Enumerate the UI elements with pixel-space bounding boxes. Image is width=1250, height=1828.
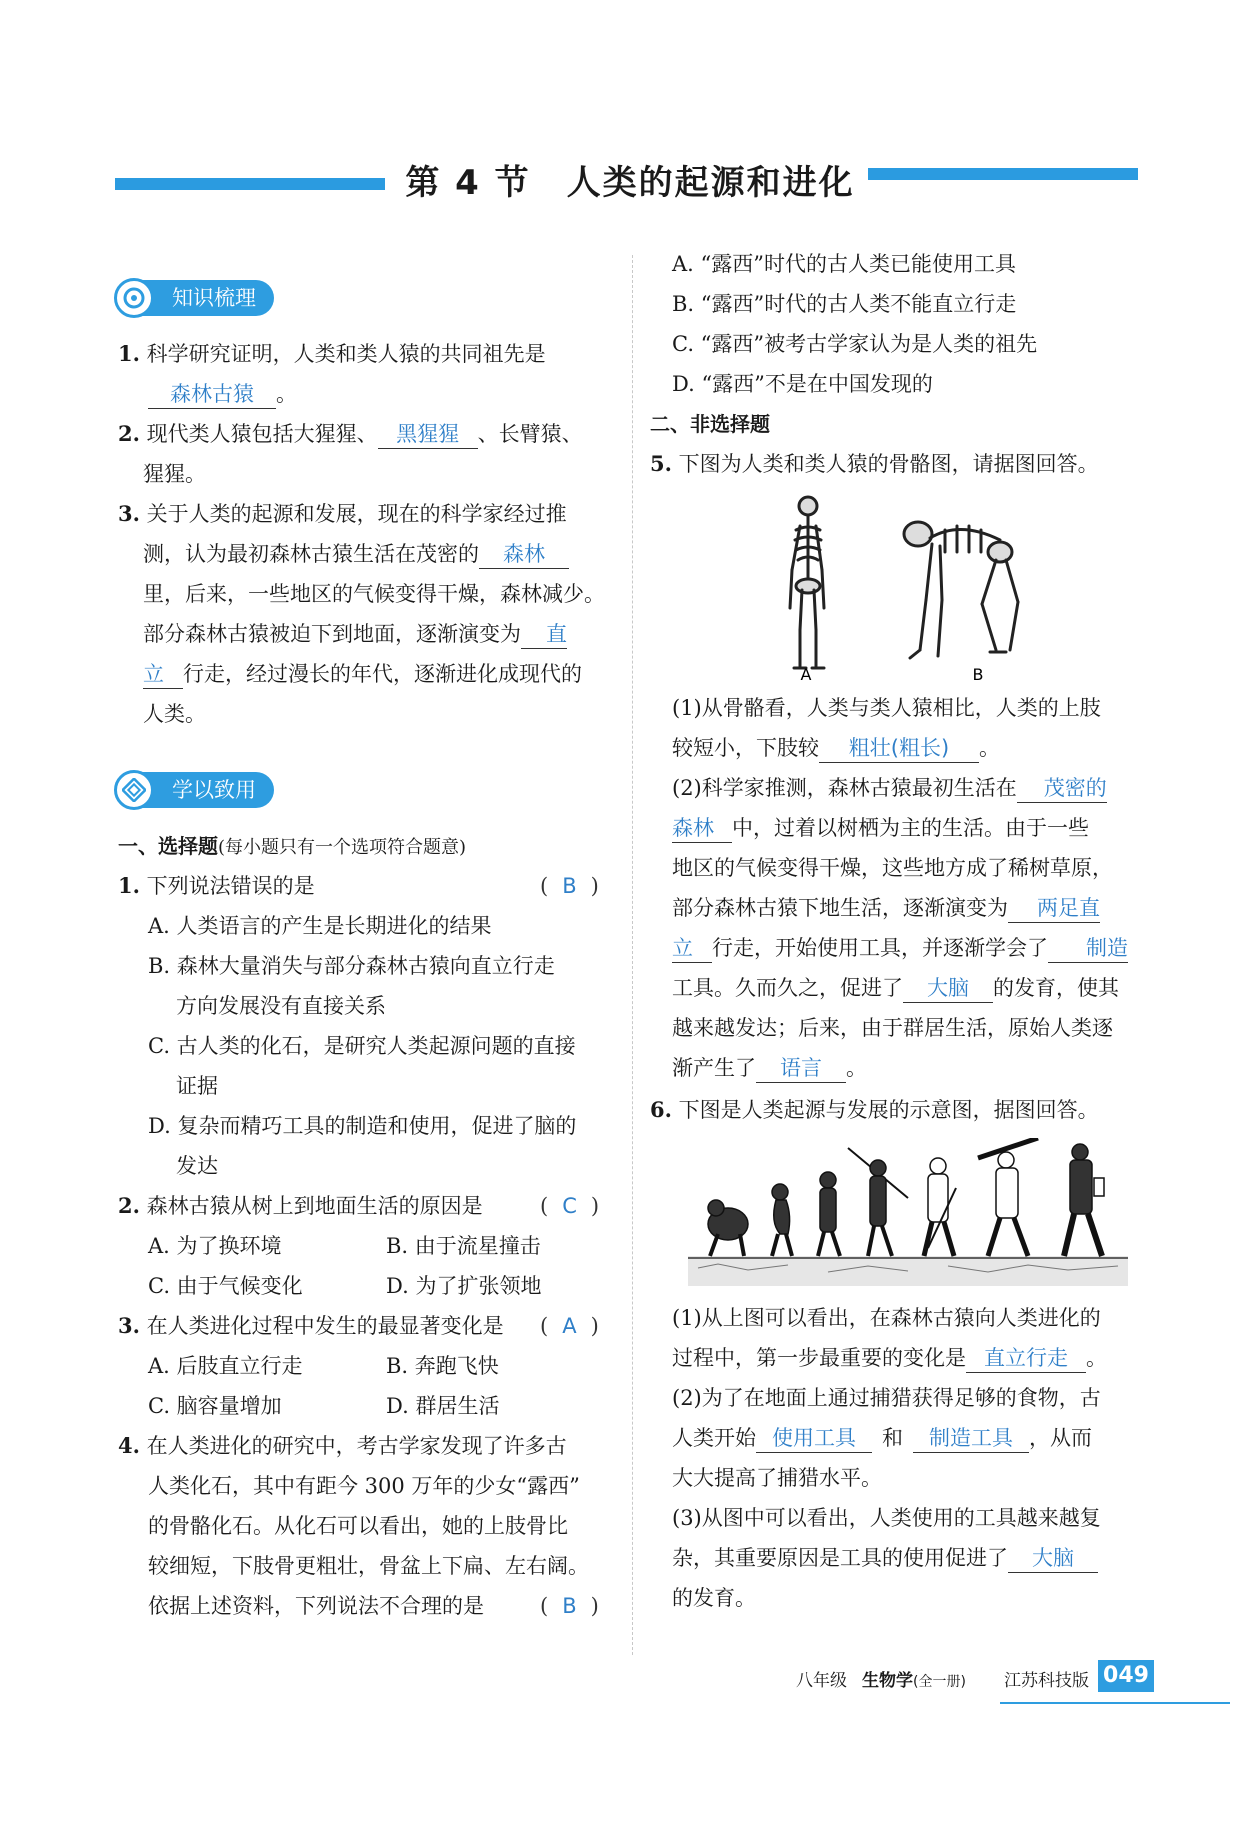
apply-q1-option-d1: D. 复杂而精巧工具的制造和使用，促进了脑的: [148, 1114, 577, 1138]
q-text: 渐产生了: [672, 1056, 756, 1080]
apply-q3-option-d: D. 群居生活: [386, 1394, 500, 1418]
apply-q2-answer: ( C ): [540, 1194, 600, 1218]
q-text: 关于人类的起源和发展，现在的科学家经过推: [146, 502, 567, 526]
apply-q6-p2-line3: 大大提高了捕猎水平。: [672, 1466, 882, 1490]
title-bar-right: [868, 168, 1138, 180]
q-number: 6.: [650, 1097, 672, 1122]
apply-q4-option-b: B. “露西”时代的古人类不能直立行走: [672, 292, 1017, 316]
q-number: 4.: [118, 1433, 140, 1458]
target-icon: [114, 278, 154, 318]
apply-q4-line3: 的骨骼化石。从化石可以看出，她的上肢骨比: [148, 1514, 568, 1538]
footer-rule: [1000, 1702, 1230, 1704]
knowledge-q3-line2: [143, 534, 569, 574]
q-text: 、长臂猿、: [477, 422, 583, 446]
knowledge-q1-line1: [118, 334, 546, 374]
q-text: 。: [276, 382, 297, 406]
answer-blank: 茂密的: [1017, 774, 1107, 803]
q-text: (2)科学家推测，森林古猿最初生活在: [672, 776, 1017, 800]
knowledge-q3-line3: 里，后来，一些地区的气候变得干燥，森林减少。: [143, 582, 605, 606]
q-number: 1.: [118, 873, 140, 898]
apply-q6-p1-line2: [672, 1338, 1107, 1378]
apply-q4-line4: 较细短，下肢骨更粗壮，骨盆上下扁、左右阔。: [148, 1554, 589, 1578]
toolmaker-icon: [930, 1158, 946, 1174]
evolution-figure: [688, 1138, 1128, 1288]
answer-blank: 制造工具: [913, 1424, 1029, 1453]
q-text: 人类开始: [672, 1426, 756, 1450]
apply-badge-label: 学以致用: [118, 772, 274, 808]
apply-q1-option-d2: 发达: [176, 1154, 218, 1178]
skeleton-figure: [760, 490, 1050, 680]
answer-blank: 森林: [479, 540, 569, 569]
apply-q3-answer: ( A ): [540, 1314, 599, 1338]
choice-answer: B: [562, 1594, 577, 1618]
apply-q5-p2-line5: [672, 928, 1128, 968]
q-number: 2.: [118, 1193, 140, 1218]
answer-blank: 粗壮(粗长): [819, 734, 979, 763]
footer-publisher: 江苏科技版: [1004, 1671, 1089, 1691]
knowledge-q3-line1: [118, 494, 567, 534]
answer-blank: 制造: [1048, 934, 1128, 963]
q-text: ，从而: [1029, 1426, 1092, 1450]
apply-q4-option-c: C. “露西”被考古学家认为是人类的祖先: [672, 332, 1038, 356]
footer-volume: (全一册): [913, 1674, 966, 1690]
apply-q5-stem: [650, 444, 1099, 484]
title-bar-left: [115, 178, 385, 190]
answer-blank: 立: [143, 660, 183, 689]
q-text: 在人类进化过程中发生的最显著变化是: [146, 1314, 504, 1338]
section-note: (每小题只有一个选项符合题意): [218, 837, 467, 858]
apply-q1-option-b1: B. 森林大量消失与部分森林古猿向直立行走: [148, 954, 555, 978]
answer-blank: 两足直: [1008, 894, 1100, 923]
apply-q6-p3-line3: 的发育。: [672, 1586, 756, 1610]
q-text: 较短小，下肢较: [672, 736, 819, 760]
modern-human-icon: [1072, 1144, 1088, 1160]
choice-answer: C: [562, 1194, 577, 1218]
q-text: 测，认为最初森林古猿生活在茂密的: [143, 542, 479, 566]
knowledge-q3-line6: 人类。: [143, 702, 206, 726]
q-text: 过程中，第一步最重要的变化是: [672, 1346, 966, 1370]
knowledge-badge-label: 知识梳理: [118, 280, 274, 316]
worker-icon: [998, 1152, 1014, 1168]
apply-q4-answer: ( B ): [540, 1594, 599, 1618]
knowledge-q3-line4: [143, 614, 567, 654]
apply-q3-option-b: B. 奔跑飞快: [386, 1354, 499, 1378]
q-text: 下图是人类起源与发展的示意图，据图回答。: [678, 1098, 1099, 1122]
section-heading: 一、选择题: [118, 834, 218, 858]
apply-badge: [118, 772, 274, 808]
apply-q6-p2-line2: [672, 1418, 1092, 1458]
answer-blank: 直立行走: [966, 1344, 1086, 1373]
footer-subject: [862, 1666, 966, 1691]
column-divider: [632, 255, 633, 1655]
figure-label-b: B: [972, 665, 984, 680]
apply-q1-option-b2: 方向发展没有直接关系: [176, 994, 386, 1018]
q-text: 杂，其重要原因是工具的使用促进了: [672, 1546, 1008, 1570]
page-number: 049: [1098, 1660, 1154, 1692]
q-text: 森林古猿从树上到地面生活的原因是: [146, 1194, 483, 1218]
section-number: 第 4 节: [405, 163, 531, 203]
apply-q1-answer: ( B ): [540, 874, 599, 898]
footer-grade: 八年级: [796, 1671, 847, 1691]
figure-label-a: A: [800, 665, 812, 680]
apply-q5-p2-line6: [672, 968, 1119, 1008]
q-text: 和: [882, 1426, 903, 1450]
apply-q6-p1-line1: (1)从上图可以看出，在森林古猿向人类进化的: [672, 1306, 1101, 1330]
spear-hunter-icon: [870, 1160, 886, 1176]
q-number: 3.: [118, 1313, 140, 1338]
q-text: 科学研究证明，人类和类人猿的共同祖先是: [146, 342, 546, 366]
human-skeleton-icon: [790, 497, 824, 668]
answer-blank: 立: [672, 934, 712, 963]
apply-q2-option-d: D. 为了扩张领地: [386, 1274, 542, 1298]
apply-q2-option-c: C. 由于气候变化: [148, 1274, 303, 1298]
section-name: 人类的起源和进化: [566, 163, 855, 203]
knowledge-q2-line1: [118, 414, 583, 454]
page-title: [390, 155, 870, 204]
section-nonchoice-heading: 二、非选择题: [650, 412, 770, 436]
answer-blank: 森林: [672, 814, 732, 843]
choice-answer: A: [562, 1314, 577, 1338]
answer-blank: 直: [521, 620, 567, 649]
apply-q4-line1: [118, 1426, 567, 1466]
apply-q1-option-c2: 证据: [176, 1074, 218, 1098]
q-text: 的发育，使其: [993, 976, 1119, 1000]
q-text: 现代类人猿包括大猩猩、: [146, 422, 378, 446]
answer-blank: 大脑: [1008, 1544, 1098, 1573]
apply-q3-stem: [118, 1306, 504, 1346]
apply-q4-option-d: D. “露西”不是在中国发现的: [672, 372, 933, 396]
apply-q5-p1-line1: (1)从骨骼看，人类与类人猿相比，人类的上肢: [672, 696, 1101, 720]
knowledge-q1-line2: [148, 374, 297, 414]
apply-q5-p2-line2: [672, 808, 1089, 848]
q-text: 。: [979, 736, 1000, 760]
apply-q6-p3-line1: (3)从图中可以看出，人类使用的工具越来越复: [672, 1506, 1101, 1530]
q-text: 。: [1086, 1346, 1107, 1370]
apply-q1-option-c1: C. 古人类的化石，是研究人类起源问题的直接: [148, 1034, 576, 1058]
hominid-icon: [820, 1172, 836, 1188]
apply-q4-line5: 依据上述资料，下列说法不合理的是: [148, 1594, 484, 1618]
apply-q5-p2-line3: 地区的气候变得干燥，这些地方成了稀树草原，: [672, 856, 1113, 880]
q-text: 下图为人类和类人猿的骨骼图，请据图回答。: [678, 452, 1099, 476]
apply-q5-p2-line4: [672, 888, 1100, 928]
apply-q3-option-a: A. 后肢直立行走: [148, 1354, 303, 1378]
layers-icon: [114, 770, 154, 810]
apply-q4-line2: 人类化石，其中有距今 300 万年的少女“露西”: [148, 1474, 580, 1498]
knowledge-q2-line2: 猩猩。: [143, 462, 206, 486]
q-number: 3.: [118, 501, 140, 526]
apply-q5-p2-line1: [672, 768, 1107, 808]
ape-skeleton-icon: [904, 522, 1018, 658]
q-text: 下列说法错误的是: [146, 874, 315, 898]
q-text: 中，过着以树栖为主的生活。由于一些: [732, 816, 1089, 840]
q-text: 行走，经过漫长的年代，逐渐进化成现代的: [183, 662, 582, 686]
knowledge-badge: [118, 280, 274, 316]
answer-blank: 使用工具: [756, 1424, 872, 1453]
q-text: 行走，开始使用工具，并逐渐学会了: [712, 936, 1048, 960]
apply-q6-stem: [650, 1090, 1099, 1130]
apply-q5-p2-line8: [672, 1048, 867, 1088]
q-text: 工具。久而久之，促进了: [672, 976, 903, 1000]
answer-blank: 黑猩猩: [378, 420, 478, 449]
early-hominid-icon: [772, 1184, 788, 1200]
apply-q6-p2-line1: (2)为了在地面上通过捕猎获得足够的食物，古: [672, 1386, 1101, 1410]
q-number: 5.: [650, 451, 672, 476]
apply-q2-option-b: B. 由于流星撞击: [386, 1234, 541, 1258]
answer-blank: 语言: [756, 1054, 846, 1083]
q-text: 。: [846, 1056, 867, 1080]
knowledge-q3-line5: [143, 654, 582, 694]
apply-q3-option-c: C. 脑容量增加: [148, 1394, 282, 1418]
apply-q2-option-a: A. 为了换环境: [148, 1234, 282, 1258]
answer-blank: 森林古猿: [148, 380, 276, 409]
section-choice-heading: [118, 826, 466, 868]
q-number: 2.: [118, 421, 140, 446]
answer-blank: 大脑: [903, 974, 993, 1003]
apply-q2-stem: [118, 1186, 483, 1226]
apply-q6-p3-line2: [672, 1538, 1098, 1578]
apply-q1-option-a: A. 人类语言的产生是长期进化的结果: [148, 914, 492, 938]
footer-subject-name: 生物学: [862, 1671, 913, 1691]
apply-q5-p2-line7: 越来越发达；后来，由于群居生活，原始人类逐: [672, 1016, 1113, 1040]
apply-q4-option-a: A. “露西”时代的古人类已能使用工具: [672, 252, 1016, 276]
q-number: 1.: [118, 341, 140, 366]
choice-answer: B: [562, 874, 577, 898]
q-text: 部分森林古猿被迫下到地面，逐渐演变为: [143, 622, 521, 646]
q-text: 部分森林古猿下地生活，逐渐演变为: [672, 896, 1008, 920]
apply-q1-stem: [118, 866, 315, 906]
q-text: 在人类进化的研究中，考古学家发现了许多古: [146, 1434, 567, 1458]
apply-q5-p1-line2: [672, 728, 1000, 768]
